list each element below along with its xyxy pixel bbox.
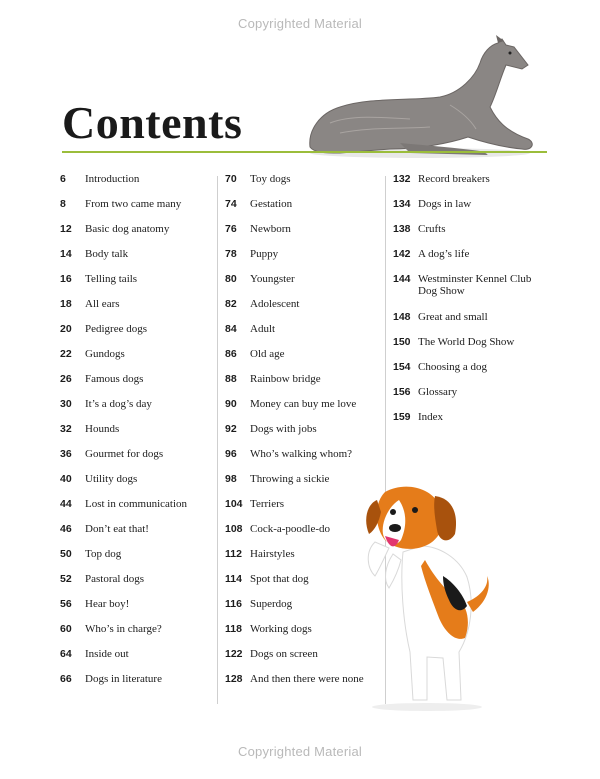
toc-page-number: 74 [225, 198, 237, 210]
toc-entry [225, 248, 375, 273]
toc-title: Pastoral dogs [85, 573, 144, 585]
toc-entry [225, 173, 375, 198]
toc-page-number: 64 [60, 648, 72, 660]
toc-title: Basic dog anatomy [85, 223, 170, 235]
toc-title: Inside out [85, 648, 129, 660]
greyhound-illustration [300, 35, 540, 160]
toc-entry [225, 223, 375, 248]
toc-page-number: 26 [60, 373, 72, 385]
toc-page-number: 32 [60, 423, 72, 435]
toc-page-number: 44 [60, 498, 72, 510]
toc-title: Index [418, 411, 444, 423]
toc-page-number: 112 [225, 548, 242, 560]
toc-entry [60, 473, 210, 498]
toc-entry [393, 248, 543, 273]
toc-title: Cock-a-poodle-do [250, 523, 331, 535]
toc-entry [60, 173, 210, 198]
toc-title: Adolescent [250, 298, 300, 310]
toc-page-number: 76 [225, 223, 237, 235]
toc-title: Body talk [85, 248, 129, 260]
toc-page-number: 128 [225, 673, 243, 685]
toc-title: Superdog [250, 598, 293, 610]
toc-entry [225, 198, 375, 223]
title-rule [62, 151, 547, 153]
toc-page-number: 84 [225, 323, 237, 335]
toc-entry [225, 473, 375, 498]
toc-entry [393, 311, 543, 336]
toc-title: Gundogs [85, 348, 125, 360]
toc-page-number: 104 [225, 498, 243, 510]
toc-page-number: 144 [393, 273, 411, 285]
toc-page-number: 154 [393, 361, 411, 373]
toc-page-number: 98 [225, 473, 237, 485]
toc-entry [225, 548, 375, 573]
toc-entry [60, 323, 210, 348]
toc-entry [393, 336, 543, 361]
toc-page-number: 50 [60, 548, 72, 560]
toc-entry [225, 423, 375, 448]
toc-page-number: 142 [393, 248, 411, 260]
toc-entry [225, 498, 375, 523]
page-title: Contents [62, 97, 243, 148]
toc-title: Terriers [250, 498, 285, 510]
toc-title: Hear boy! [85, 598, 130, 610]
toc-title: Top dog [85, 548, 122, 560]
toc-entry [225, 348, 375, 373]
toc-title: All ears [85, 298, 120, 310]
toc-page-number: 6 [60, 173, 66, 185]
toc-title: Crufts [418, 223, 446, 235]
toc-title: Youngster [250, 273, 295, 285]
toc-entry [60, 523, 210, 548]
toc-entry [60, 448, 210, 473]
toc-entry [60, 298, 210, 323]
toc-page-number: 148 [393, 311, 411, 323]
toc-page-number: 116 [225, 598, 242, 610]
toc-entry [393, 198, 543, 223]
toc-title: Throwing a sickie [250, 473, 330, 485]
toc-page-number: 108 [225, 523, 243, 535]
toc-page-number: 36 [60, 448, 72, 460]
toc-page-number: 82 [225, 298, 237, 310]
toc-entry [60, 623, 210, 648]
toc-page-number: 134 [393, 198, 411, 210]
toc-title: The World Dog Show [418, 336, 515, 348]
contents-column-2 [225, 173, 375, 698]
toc-entry [225, 373, 375, 398]
toc-page-number: 30 [60, 398, 72, 410]
watermark-bottom: Copyrighted Material [238, 744, 362, 759]
toc-page-number: 66 [60, 673, 72, 685]
toc-entry [60, 548, 210, 573]
toc-entry [225, 523, 375, 548]
toc-entry [225, 323, 375, 348]
toc-entry [225, 298, 375, 323]
toc-entry [225, 448, 375, 473]
toc-entry [225, 623, 375, 648]
toc-title: Dogs with jobs [250, 423, 317, 435]
toc-title: Money can buy me love [250, 398, 357, 410]
toc-title: Gestation [250, 198, 293, 210]
toc-entry [60, 498, 210, 523]
toc-entry [225, 573, 375, 598]
toc-entry [60, 423, 210, 448]
toc-page-number: 138 [393, 223, 411, 235]
toc-page-number: 18 [60, 298, 72, 310]
toc-title: Record breakers [418, 173, 490, 185]
toc-title: Don’t eat that! [85, 523, 149, 535]
toc-page-number: 88 [225, 373, 237, 385]
toc-title: Rainbow bridge [250, 373, 321, 385]
toc-page-number: 12 [60, 223, 72, 235]
toc-title: Westminster Kennel Club Dog Show [418, 273, 532, 297]
beagle-illustration [355, 482, 500, 712]
toc-title: Who’s walking whom? [250, 448, 353, 460]
toc-entry [60, 648, 210, 673]
toc-page-number: 86 [225, 348, 237, 360]
toc-page-number: 96 [225, 448, 237, 460]
toc-entry [60, 348, 210, 373]
toc-title: Adult [250, 323, 276, 335]
toc-title: Choosing a dog [418, 361, 488, 373]
toc-page-number: 150 [393, 336, 411, 348]
toc-entry [60, 673, 210, 698]
toc-title: Newborn [250, 223, 291, 235]
toc-title: Dogs in law [418, 198, 472, 210]
toc-title: Telling tails [85, 273, 138, 285]
toc-page-number: 156 [393, 386, 411, 398]
toc-entry [60, 398, 210, 423]
toc-entry [393, 173, 543, 198]
toc-page-number: 14 [60, 248, 72, 260]
watermark-top: Copyrighted Material [238, 16, 362, 31]
toc-page-number: 60 [60, 623, 72, 635]
toc-entry [225, 673, 375, 698]
toc-entry [60, 573, 210, 598]
toc-title: Famous dogs [85, 373, 144, 385]
toc-title: Dogs in literature [85, 673, 162, 685]
toc-title: Working dogs [250, 623, 312, 635]
toc-title: Glossary [418, 386, 458, 398]
toc-entry [225, 598, 375, 623]
toc-page-number: 132 [393, 173, 411, 185]
toc-title: From two came many [85, 198, 182, 210]
toc-title: Toy dogs [250, 173, 291, 185]
toc-entry [60, 198, 210, 223]
toc-title: Old age [250, 348, 285, 360]
toc-page-number: 56 [60, 598, 72, 610]
toc-title: Hounds [85, 423, 120, 435]
toc-title: Hairstyles [250, 548, 295, 560]
toc-page-number: 118 [225, 623, 242, 635]
toc-entry [225, 273, 375, 298]
toc-title: Dogs on screen [250, 648, 318, 660]
toc-page-number: 46 [60, 523, 72, 535]
toc-page-number: 78 [225, 248, 237, 260]
toc-page-number: 80 [225, 273, 237, 285]
toc-title: Puppy [250, 248, 279, 260]
toc-page-number: 16 [60, 273, 72, 285]
toc-title: Pedigree dogs [85, 323, 148, 335]
toc-page-number: 22 [60, 348, 72, 360]
toc-entry [60, 248, 210, 273]
toc-page-number: 40 [60, 473, 72, 485]
contents-column-3 [393, 173, 543, 436]
toc-page-number: 8 [60, 198, 66, 210]
toc-page-number: 122 [225, 648, 243, 660]
toc-entry [393, 386, 543, 411]
toc-title: Who’s in charge? [85, 623, 162, 635]
toc-page-number: 52 [60, 573, 72, 585]
toc-entry [393, 223, 543, 248]
toc-entry [60, 373, 210, 398]
toc-title: Introduction [85, 173, 140, 185]
toc-entry [393, 361, 543, 386]
toc-entry [60, 273, 210, 298]
toc-title: And then there were none [250, 673, 364, 685]
toc-entry [393, 273, 543, 311]
toc-page-number: 70 [225, 173, 237, 185]
toc-entry [225, 648, 375, 673]
toc-page-number: 90 [225, 398, 237, 410]
toc-title: Spot that dog [250, 573, 309, 585]
toc-page-number: 114 [225, 573, 242, 585]
contents-column-1 [60, 173, 210, 698]
toc-page-number: 92 [225, 423, 237, 435]
toc-page-number: 159 [393, 411, 411, 423]
toc-title: Lost in communication [85, 498, 188, 510]
toc-entry [225, 398, 375, 423]
toc-title: Great and small [418, 311, 488, 323]
toc-entry [60, 598, 210, 623]
column-divider [217, 176, 218, 704]
toc-title: It’s a dog’s day [85, 398, 152, 410]
toc-entry [393, 411, 543, 436]
toc-page-number: 20 [60, 323, 72, 335]
toc-title: Gourmet for dogs [85, 448, 164, 460]
toc-title: A dog’s life [418, 248, 470, 260]
toc-title: Utility dogs [85, 473, 138, 485]
toc-entry [60, 223, 210, 248]
